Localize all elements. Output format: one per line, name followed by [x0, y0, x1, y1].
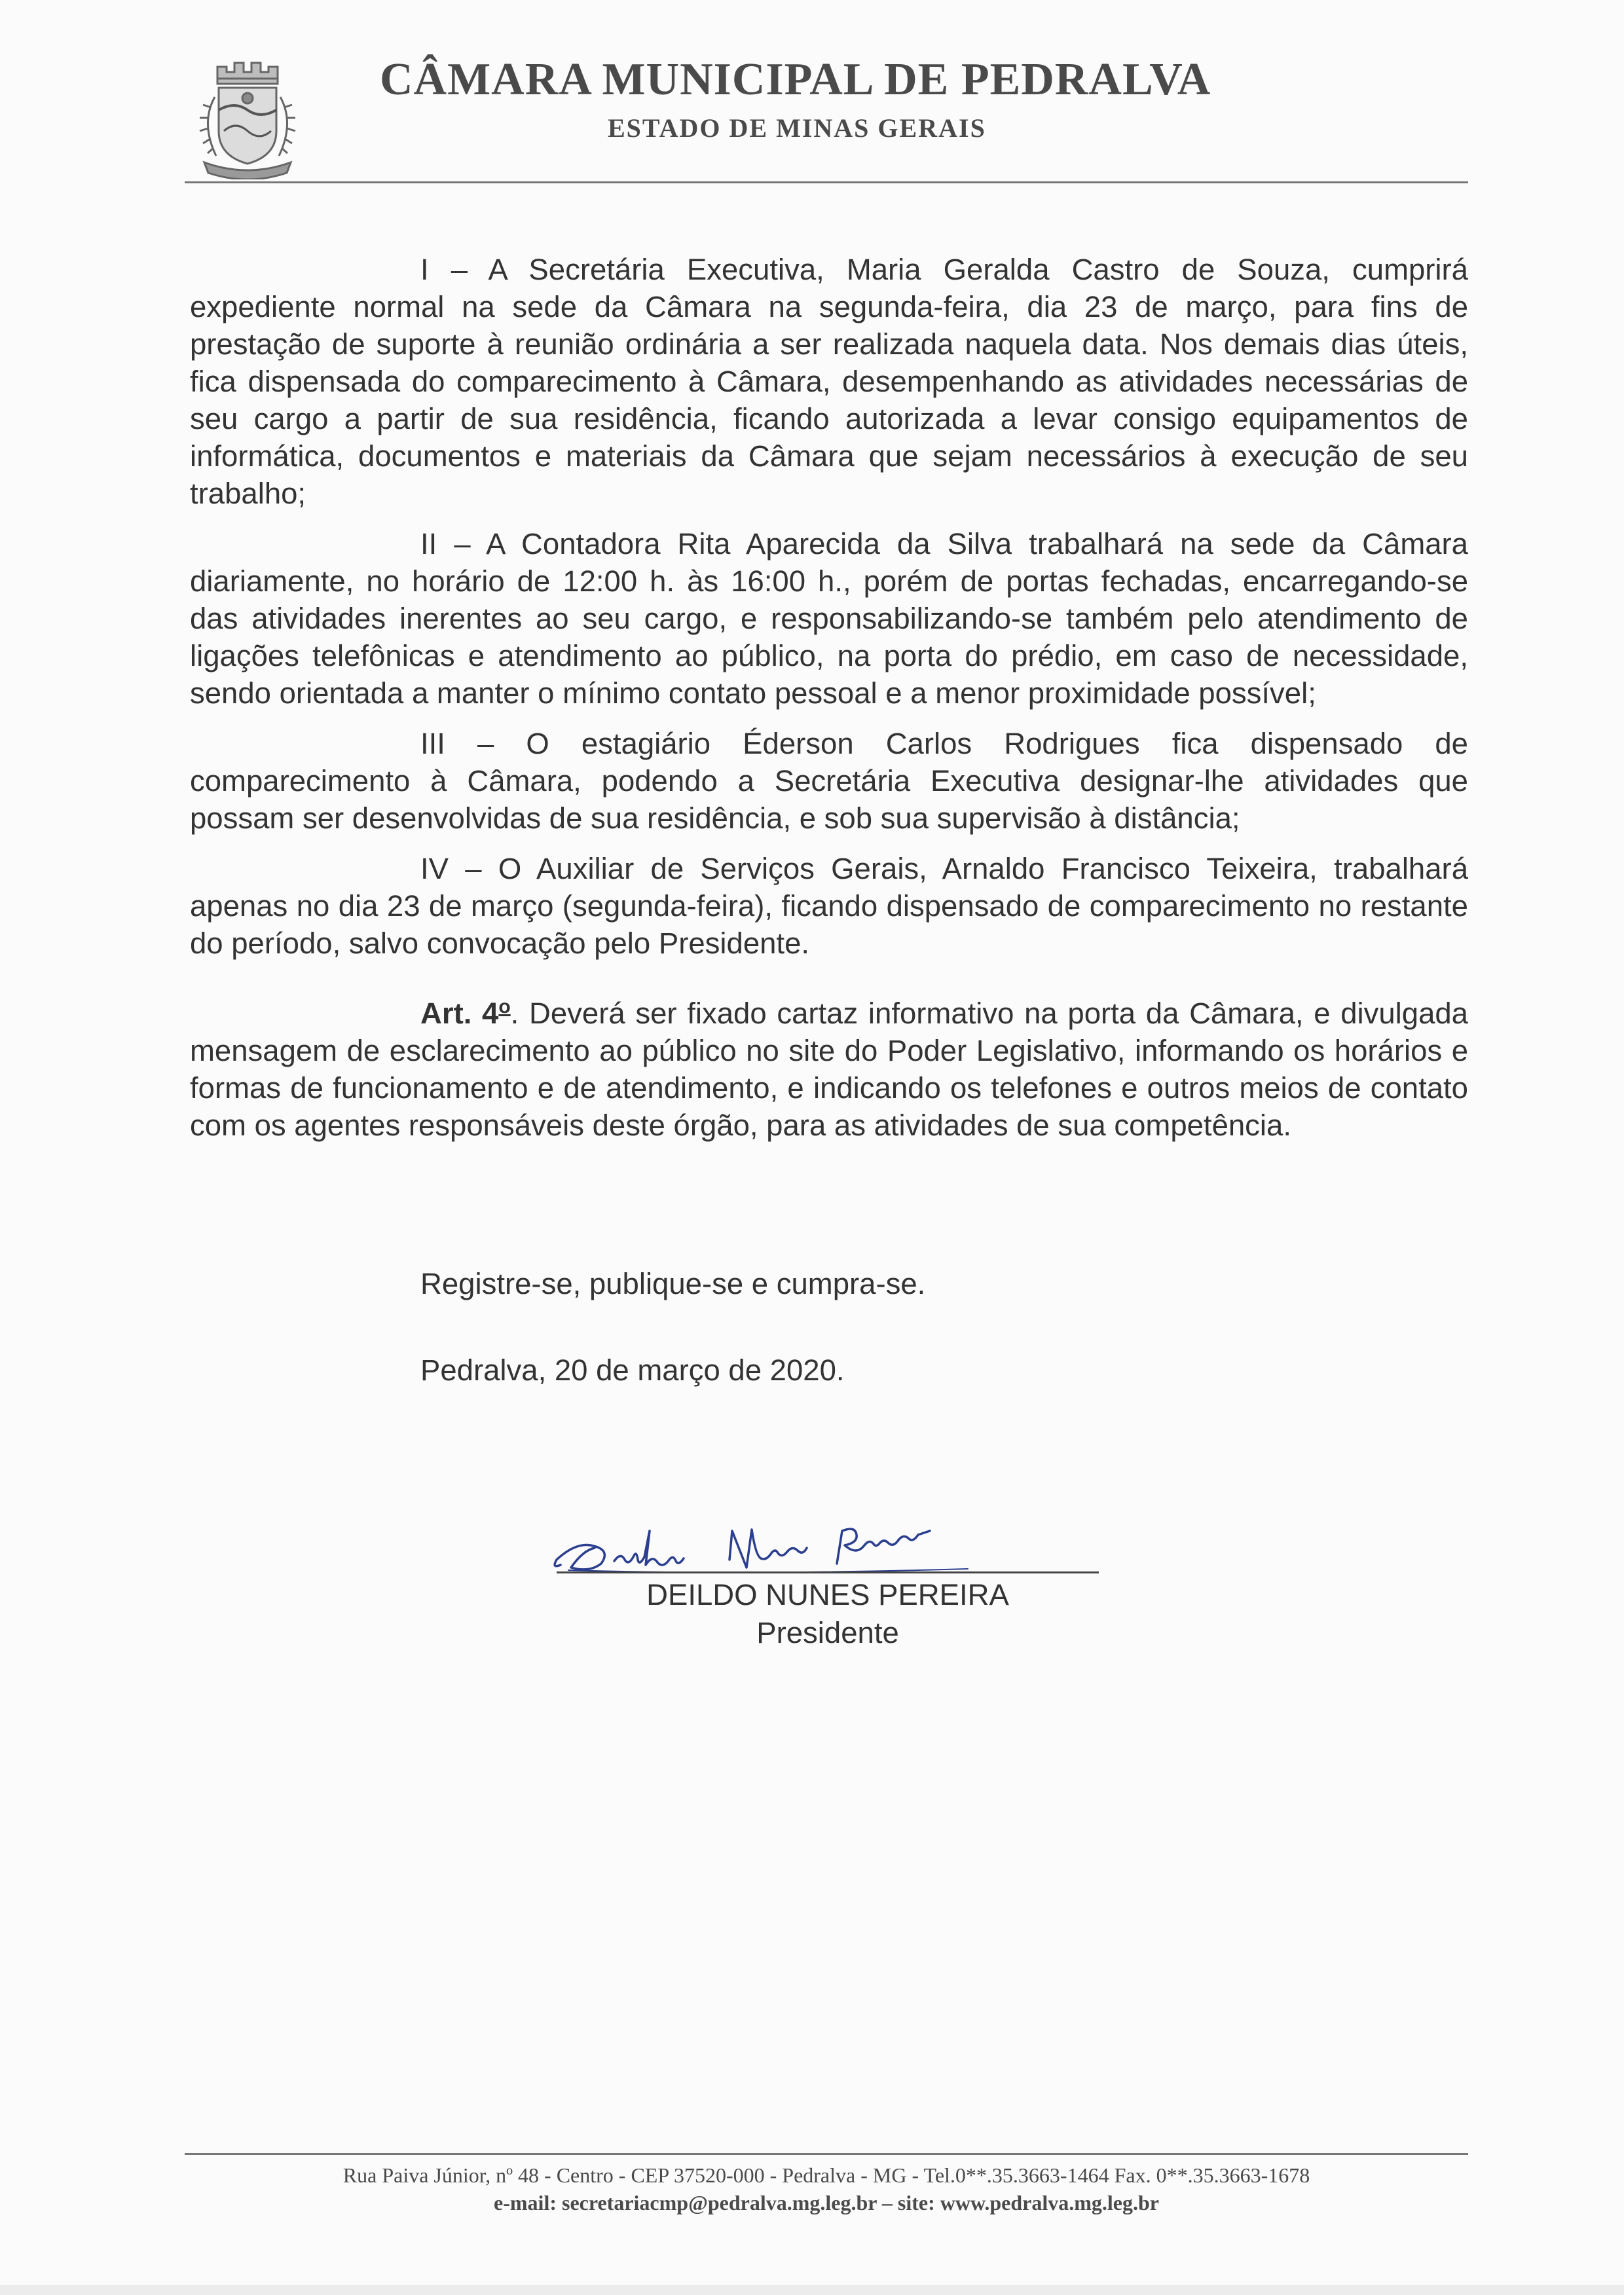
closing-formula: Registre-se, publique-se e cumpra-se. — [420, 1267, 926, 1300]
clause-iv: IV – O Auxiliar de Serviços Gerais, Arnaldo Francisco Teixeira, trabalhará apenas no dia 23 de março (segunda-feira), ficando dispensado de comparecimento no restante do período, salvo convocação pelo Presidente. — [190, 852, 1468, 960]
clause-ii: II – A Contadora Rita Aparecida da Silva trabalhará na sede da Câmara diariamente, no horário de 12:00 h. às 16:00 h., porém de portas fechadas, encarregando-se das atividades inerentes ao seu cargo, e responsabilizando-se também pelo atendimento de ligações telefônicas e atendimento ao público, na porta do prédio, em caso de necessidade, sendo orientada a manter o mínimo contato pessoal e a menor proximidade possível; — [190, 527, 1468, 710]
clause-iii: III – O estagiário Éderson Carlos Rodrigues fica dispensado de comparecimento à Câmara, podendo a Secretária Executiva designar-lhe atividades que possam ser desenvolvidas de sua residência, e sob sua supervisão à distância; — [190, 727, 1468, 835]
municipal-coat-of-arms-icon — [189, 58, 305, 179]
signer-role: Presidente — [756, 1616, 899, 1649]
article-4-text: . Deverá ser fixado cartaz informativo na porta da Câmara, e divulgada mensagem de esclarecimento ao público no site do Poder Legislativo, informando os horários e formas de funcionamento e de atendimento, e indicando os telefones e outros meios de contato com os agentes responsáveis deste órgão, para as atividades de sua competência. — [190, 997, 1468, 1142]
institution-subtitle: ESTADO DE MINAS GERAIS — [608, 113, 986, 143]
footer-address: Rua Paiva Júnior, nº 48 - Centro - CEP 37520-000 - Pedralva - MG - Tel.0**.35.3663-1464 Fax. 0**.35.3663-1678 — [342, 2163, 1310, 2187]
article-4-ordinal: o — [498, 996, 511, 1018]
clause-i: I – A Secretária Executiva, Maria Geralda Castro de Souza, cumprirá expediente normal na sede da Câmara na segunda-feira, dia 23 de março, para fins de prestação de suporte à reunião ordinária a ser realizada naquela data. Nos demais dias úteis, fica dispensada do comparecimento à Câmara, desempenhando as atividades necessárias de seu cargo a partir de sua residência, ficando autorizada a levar consigo equipamentos de informática, documentos e materiais da Câmara que sejam necessários à execução de seu trabalho; — [190, 253, 1468, 510]
place-and-date: Pedralva, 20 de março de 2020. — [420, 1353, 845, 1387]
footer-contact: e-mail: secretariacmp@pedralva.mg.leg.br – site: www.pedralva.mg.leg.br — [494, 2191, 1159, 2214]
article-4-number: Art. 4 — [420, 997, 499, 1030]
institution-title: CÂMARA MUNICIPAL DE PEDRALVA — [380, 54, 1211, 105]
signer-name: DEILDO NUNES PEREIRA — [646, 1578, 1009, 1611]
signature-line — [557, 1571, 1099, 1573]
article-4 — [190, 988, 1468, 1144]
document-body — [190, 251, 1468, 1157]
header-divider — [185, 181, 1468, 183]
scan-edge — [0, 2285, 1624, 2295]
article-4-label — [420, 997, 511, 1030]
handwritten-signature — [549, 1505, 981, 1577]
footer-divider — [185, 2153, 1468, 2155]
